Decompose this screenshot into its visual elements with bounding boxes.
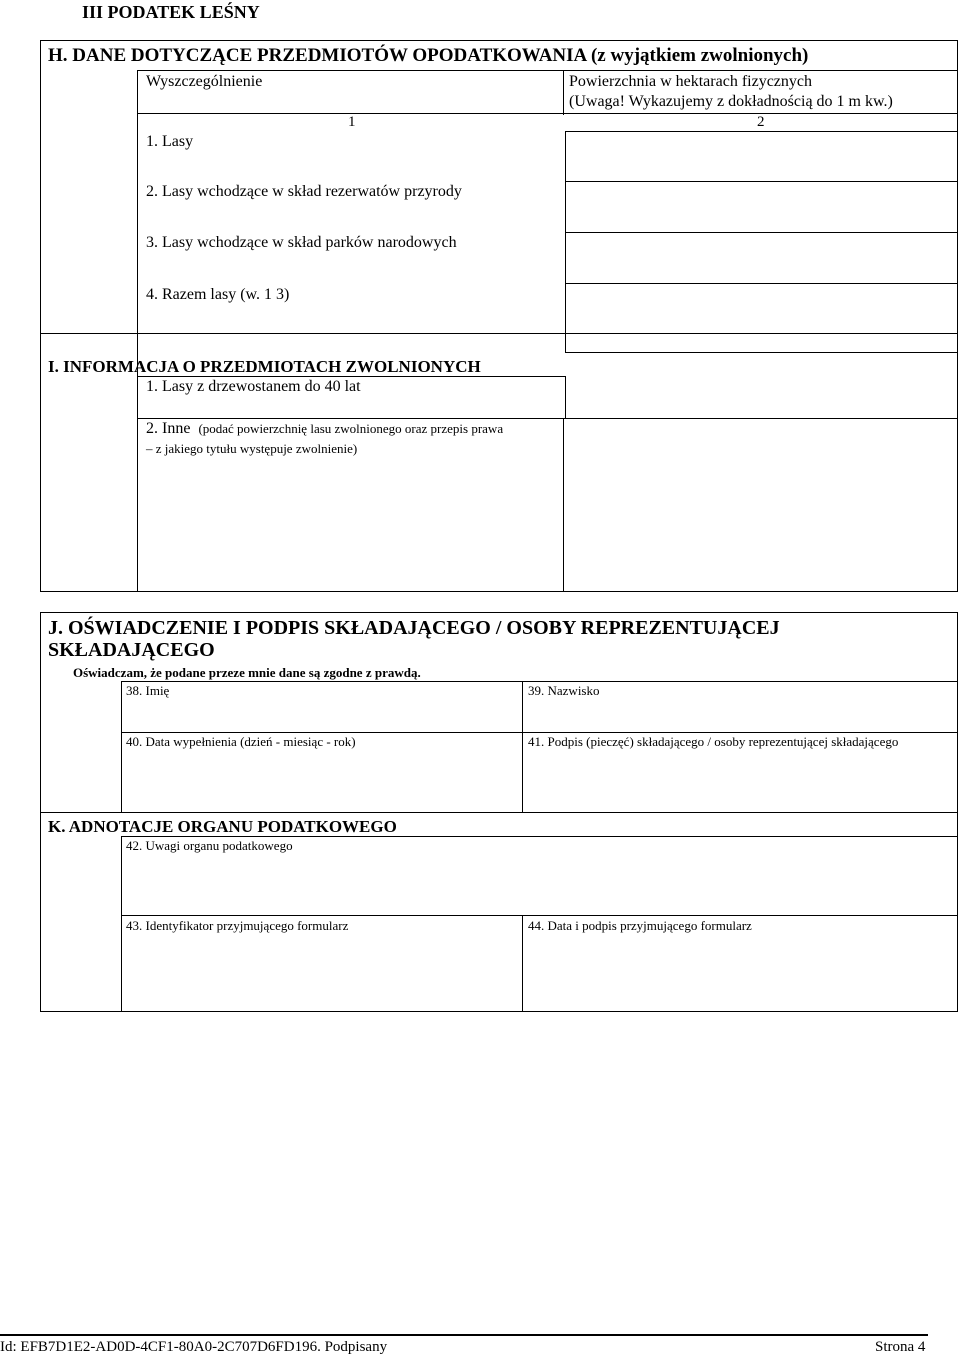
i-right-header-rule — [565, 352, 958, 353]
section-j-title-line2: SKŁADAJĄCEGO — [48, 639, 215, 661]
imie-field-label: 38. Imię — [126, 683, 170, 698]
rezerwaty-area-input[interactable] — [565, 181, 958, 232]
i-row-2-label — [146, 420, 503, 438]
col2-header-line1: Powierzchnia w hektarach fizycznych — [569, 73, 812, 90]
h-bottom-rule — [40, 333, 958, 334]
h-header-rule — [137, 70, 958, 71]
section-i-title: I. INFORMACJA O PRZEDMIOTACH ZWOLNIONYCH — [48, 357, 481, 376]
data-podpis-przyjmujacego-label: 44. Data i podpis przyjmującego formularz — [528, 918, 752, 933]
section-k-title: K. ADNOTACJE ORGANU PODATKOWEGO — [48, 817, 397, 836]
drzewostan-area-input[interactable] — [565, 376, 958, 418]
i-mid-divider-upper — [565, 333, 566, 352]
col1-number: 1 — [348, 114, 356, 130]
imie-field[interactable] — [122, 682, 522, 732]
i-row-1: 1. Lasy z drzewostanem do 40 lat — [146, 378, 361, 395]
uwagi-organu-label: 42. Uwagi organu podatkowego — [126, 838, 293, 853]
footer-page-number: Strona 4 — [875, 1339, 926, 1355]
nazwisko-field-label: 39. Nazwisko — [528, 683, 600, 698]
lasy-area-input[interactable] — [565, 131, 958, 181]
podpis-field-label: 41. Podpis (pieczęć) składającego / osoby reprezentującej składającego — [528, 734, 899, 749]
h-header-col-divider — [563, 70, 564, 115]
inne-area-input[interactable] — [563, 418, 958, 592]
footer-rule — [0, 1334, 928, 1336]
h-row-2: 2. Lasy wchodzące w skład rezerwatów przyrody — [146, 183, 462, 200]
section-k-top-rule — [40, 812, 958, 813]
h-row-3: 3. Lasy wchodzące w skład parków narodowych — [146, 234, 457, 251]
footer-id: Id: EFB7D1E2-AD0D-4CF1-80A0-2C707D6FD196. Podpisany — [0, 1339, 388, 1355]
i-row-2-number: 2. Inne — [146, 420, 191, 437]
i-header-rule — [137, 376, 565, 377]
i-row-2-note-line1: (podać powierzchnię lasu zwolnionego oraz przepis prawa — [198, 421, 504, 436]
col1-header: Wyszczególnienie — [146, 73, 263, 90]
declaration-text: Oświadczam, że podane przeze mnie dane są zgodne z prawdą. — [73, 665, 421, 680]
h-row-1: 1. Lasy — [146, 133, 194, 150]
page-heading: III PODATEK LEŚNY — [82, 2, 260, 22]
col2-header-line2: (Uwaga! Wykazujemy z dokładnością do 1 m kw.) — [569, 93, 893, 110]
parki-area-input[interactable] — [565, 232, 958, 283]
col2-number: 2 — [757, 114, 765, 130]
h-left-divider — [137, 70, 138, 592]
i-row-2-note-line2: – z jakiego tytułu występuje zwolnienie) — [146, 441, 358, 456]
identyfikator-label: 43. Identyfikator przyjmującego formularz — [126, 918, 349, 933]
section-j-title-line1: J. OŚWIADCZENIE I PODPIS SKŁADAJĄCEGO / OSOBY REPREZENTUJĄCEJ — [48, 617, 780, 639]
razem-area-input[interactable] — [565, 283, 958, 333]
data-wypelnienia-label: 40. Data wypełnienia (dzień - miesiąc - rok) — [126, 734, 356, 749]
section-h-title: H. DANE DOTYCZĄCE PRZEDMIOTÓW OPODATKOWANIA (z wyjątkiem zwolnionych) — [48, 45, 809, 66]
h-number-row-rule — [137, 113, 958, 114]
h-row-4: 4. Razem lasy (w. 1 3) — [146, 286, 290, 303]
i-row-2-note-line2-text: z jakiego tytułu występuje zwolnienie) — [155, 441, 358, 456]
